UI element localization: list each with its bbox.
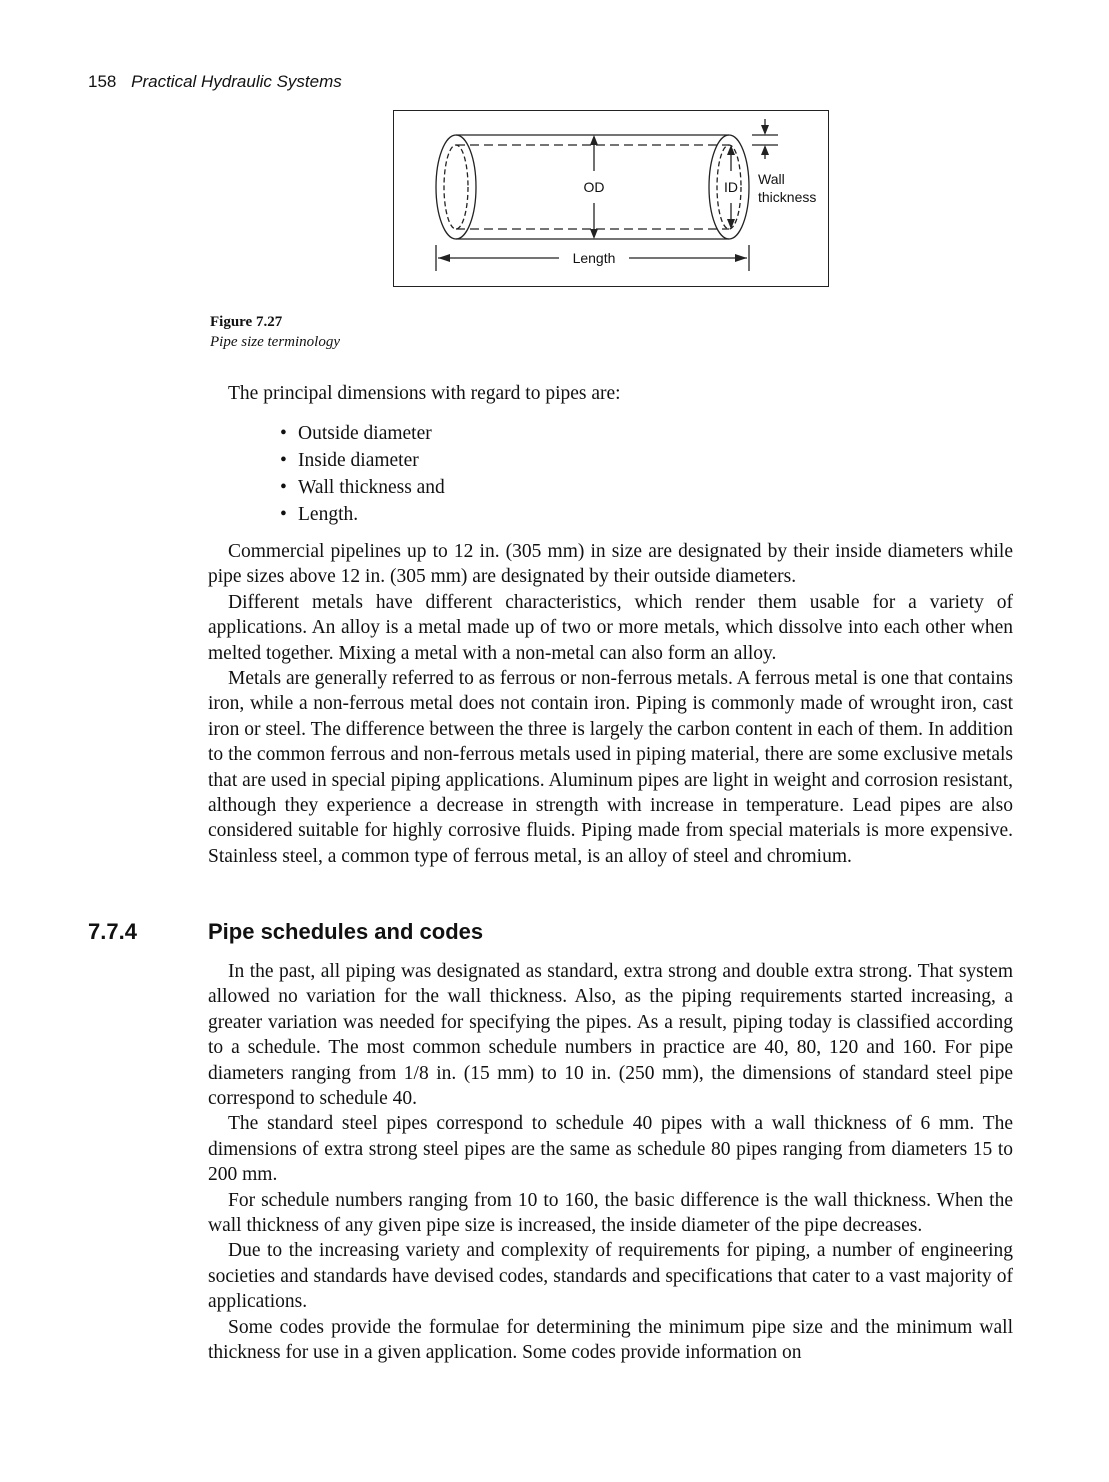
page-header <box>88 72 342 92</box>
paragraph: The standard steel pipes correspond to schedule 40 pipes with a wall thickness of 6 mm. The dimensions of extra strong steel pipes are the same as schedule 80 pipes ranging from diameters 15 to 200 mm. <box>208 1113 1013 1186</box>
wall-arrow-up <box>761 145 769 155</box>
od-label: OD <box>583 179 605 195</box>
figure-caption <box>210 312 340 352</box>
od-arrow-up <box>590 135 598 145</box>
paragraph: For schedule numbers ranging from 10 to 160, the basic difference is the wall thickness. When the wall thickness of any given pipe size is increased, the inside diameter of the pipe decreases. <box>208 1189 1013 1237</box>
page-number: 158 <box>88 72 117 91</box>
figure-number: Figure 7.27 <box>210 314 283 330</box>
length-arrow-left <box>438 254 450 262</box>
od-arrow-down <box>590 229 598 239</box>
wall-label: Wall <box>758 171 785 187</box>
section-number: 7.7.4 <box>88 919 137 944</box>
length-arrow-right <box>735 254 747 262</box>
length-label: Length <box>572 250 616 266</box>
paragraph: Due to the increasing variety and complexity of requirements for piping, a number of engineering societies and standards have devised codes, standards and specifications that cater to a vast majority of applications. <box>208 1240 1013 1313</box>
figure-description: Pipe size terminology <box>210 334 340 350</box>
id-label: ID <box>724 179 738 195</box>
paragraph: Commercial pipelines up to 12 in. (305 mm) in size are designated by their inside diameters while pipe sizes above 12 in. (305 mm) are designated by their outside diameters. <box>208 541 1013 588</box>
paragraph: Some codes provide the formulae for determining the minimum pipe size and the minimum wall thickness for use in a given application. Some codes provide information on <box>208 1316 1013 1364</box>
list-item: • Length. <box>280 501 445 528</box>
left-outer-ellipse <box>436 135 476 239</box>
book-title: Practical Hydraulic Systems <box>131 72 342 91</box>
paragraph: Metals are generally referred to as ferrous or non-ferrous metals. A ferrous metal is one that contains iron, while a non-ferrous metal does not contain iron. Piping is commonly made of wrought iron, cast iron or steel. The difference between the three is largely the carbon content in each of them. In addition to the common ferrous and non-ferrous metals used in piping material, there are some exclusive metals that are used in special piping applications. Aluminum pipes are light in weight and corrosion resistant, although they experience a decrease in strength with increase in temperature. Lead pipes are also considered suitable for highly corrosive fluids. Piping made from special materials is more expensive. Stainless steel, a common type of ferrous metal, is an alloy of steel and chromium. <box>208 668 1013 867</box>
list-item: • Wall thickness and <box>280 474 445 501</box>
id-arrow-up <box>727 145 735 155</box>
paragraph: In the past, all piping was designated as standard, extra strong and double extra strong. That system allowed no variation for the wall thickness. Also, as the piping requirements started increasing, a greater variation was needed for specifying the pipes. As a result, piping today is classified according to a schedule. The most common schedule numbers in practice are 40, 80, 120 and 160. For pipe diameters ranging from 1/8 in. (15 mm) to 10 in. (250 mm), the dimensions of standard steel pipe correspond to schedule 40. <box>208 961 1013 1110</box>
body-section-a <box>208 539 1013 869</box>
body-section-b <box>208 959 1013 1366</box>
pipe-diagram <box>393 110 829 287</box>
wall-arrow-down <box>761 125 769 135</box>
left-inner-ellipse <box>444 145 468 229</box>
section-heading: Pipe schedules and codes <box>208 919 484 944</box>
paragraph: Different metals have different characteristics, which render them usable for a variety of applications. An alloy is a metal made up of two or more metals, which dissolve into each other when melted together. Mixing a metal with a non-metal can also form an alloy. <box>208 591 1013 664</box>
id-arrow-down <box>727 219 735 229</box>
thickness-label: thickness <box>758 189 817 205</box>
list-item: • Inside diameter <box>280 447 445 474</box>
list-item: • Outside diameter <box>280 420 445 447</box>
dimension-list <box>280 420 445 528</box>
intro-text: The principal dimensions with regard to pipes are: <box>228 383 621 404</box>
